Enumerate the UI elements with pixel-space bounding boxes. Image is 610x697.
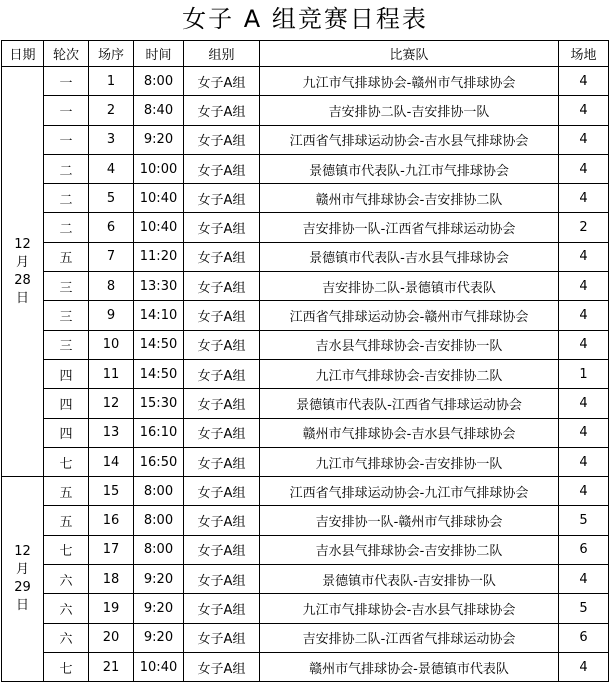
date-line: 12 bbox=[14, 236, 31, 252]
round-cell: 四 bbox=[44, 389, 89, 418]
group-cell: 女子A组 bbox=[184, 184, 260, 213]
header-round: 轮次 bbox=[44, 41, 89, 67]
schedule-body bbox=[2, 67, 609, 682]
round-cell: 六 bbox=[44, 565, 89, 594]
match-no-cell: 21 bbox=[89, 652, 134, 681]
teams-cell: 景德镇市代表队-吉安排协一队 bbox=[260, 565, 559, 594]
round-cell: 七 bbox=[44, 447, 89, 476]
schedule-table bbox=[1, 40, 609, 682]
group-cell: 女子A组 bbox=[184, 418, 260, 447]
round-cell: 六 bbox=[44, 623, 89, 652]
match-no-cell: 8 bbox=[89, 272, 134, 301]
group-cell: 女子A组 bbox=[184, 125, 260, 154]
venue-cell: 4 bbox=[559, 565, 609, 594]
teams-cell: 吉水县气排球协会-吉安排协一队 bbox=[260, 330, 559, 359]
teams-cell: 江西省气排球运动协会-赣州市气排球协会 bbox=[260, 301, 559, 330]
round-cell: 二 bbox=[44, 154, 89, 183]
match-no-cell: 6 bbox=[89, 213, 134, 242]
venue-cell: 4 bbox=[559, 67, 609, 96]
match-no-cell: 7 bbox=[89, 242, 134, 271]
table-header-row bbox=[2, 41, 609, 67]
time-cell: 15:30 bbox=[134, 389, 184, 418]
group-cell: 女子A组 bbox=[184, 301, 260, 330]
group-cell: 女子A组 bbox=[184, 359, 260, 388]
page-title: 女子 A 组竞赛日程表 bbox=[182, 5, 428, 33]
group-cell: 女子A组 bbox=[184, 594, 260, 623]
table-row bbox=[2, 125, 609, 154]
table-row bbox=[2, 535, 609, 564]
round-cell: 三 bbox=[44, 272, 89, 301]
venue-cell: 4 bbox=[559, 96, 609, 125]
time-cell: 10:40 bbox=[134, 184, 184, 213]
match-no-cell: 20 bbox=[89, 623, 134, 652]
header-date: 日期 bbox=[2, 41, 44, 67]
group-cell: 女子A组 bbox=[184, 272, 260, 301]
time-cell: 9:20 bbox=[134, 594, 184, 623]
round-cell: 一 bbox=[44, 96, 89, 125]
match-no-cell: 14 bbox=[89, 447, 134, 476]
group-cell: 女子A组 bbox=[184, 477, 260, 506]
group-cell: 女子A组 bbox=[184, 623, 260, 652]
date-line: 月 bbox=[15, 562, 29, 578]
group-cell: 女子A组 bbox=[184, 67, 260, 96]
venue-cell: 6 bbox=[559, 623, 609, 652]
table-row bbox=[2, 213, 609, 242]
group-cell: 女子A组 bbox=[184, 242, 260, 271]
time-cell: 8:00 bbox=[134, 535, 184, 564]
table-row bbox=[2, 594, 609, 623]
table-row bbox=[2, 652, 609, 681]
match-no-cell: 15 bbox=[89, 477, 134, 506]
venue-cell: 4 bbox=[559, 418, 609, 447]
teams-cell: 九江市气排球协会-吉安排协一队 bbox=[260, 447, 559, 476]
table-row bbox=[2, 418, 609, 447]
round-cell: 四 bbox=[44, 359, 89, 388]
time-cell: 9:20 bbox=[134, 125, 184, 154]
time-cell: 9:20 bbox=[134, 623, 184, 652]
teams-cell: 九江市气排球协会-吉水县气排球协会 bbox=[260, 594, 559, 623]
round-cell: 二 bbox=[44, 213, 89, 242]
header-group: 组别 bbox=[184, 41, 260, 67]
teams-cell: 景德镇市代表队-九江市气排球协会 bbox=[260, 154, 559, 183]
venue-cell: 4 bbox=[559, 652, 609, 681]
round-cell: 五 bbox=[44, 477, 89, 506]
teams-cell: 景德镇市代表队-江西省气排球运动协会 bbox=[260, 389, 559, 418]
header-match-no: 场序 bbox=[89, 41, 134, 67]
match-no-cell: 17 bbox=[89, 535, 134, 564]
venue-cell: 4 bbox=[559, 242, 609, 271]
table-row bbox=[2, 506, 609, 535]
teams-cell: 江西省气排球运动协会-九江市气排球协会 bbox=[260, 477, 559, 506]
time-cell: 14:50 bbox=[134, 330, 184, 359]
venue-cell: 4 bbox=[559, 154, 609, 183]
time-cell: 14:50 bbox=[134, 359, 184, 388]
time-cell: 11:20 bbox=[134, 242, 184, 271]
header-teams: 比赛队 bbox=[260, 41, 559, 67]
venue-cell: 4 bbox=[559, 125, 609, 154]
round-cell: 一 bbox=[44, 125, 89, 154]
time-cell: 8:40 bbox=[134, 96, 184, 125]
match-no-cell: 9 bbox=[89, 301, 134, 330]
venue-cell: 5 bbox=[559, 594, 609, 623]
match-no-cell: 4 bbox=[89, 154, 134, 183]
date-cell bbox=[2, 67, 44, 477]
group-cell: 女子A组 bbox=[184, 154, 260, 183]
time-cell: 16:10 bbox=[134, 418, 184, 447]
teams-cell: 赣州市气排球协会-吉安排协二队 bbox=[260, 184, 559, 213]
teams-cell: 赣州市气排球协会-景德镇市代表队 bbox=[260, 652, 559, 681]
teams-cell: 吉安排协一队-江西省气排球运动协会 bbox=[260, 213, 559, 242]
time-cell: 8:00 bbox=[134, 477, 184, 506]
teams-cell: 吉安排协二队-江西省气排球运动协会 bbox=[260, 623, 559, 652]
round-cell: 一 bbox=[44, 67, 89, 96]
table-row bbox=[2, 184, 609, 213]
venue-cell: 5 bbox=[559, 506, 609, 535]
teams-cell: 吉安排协二队-景德镇市代表队 bbox=[260, 272, 559, 301]
round-cell: 三 bbox=[44, 301, 89, 330]
time-cell: 9:20 bbox=[134, 565, 184, 594]
venue-cell: 6 bbox=[559, 535, 609, 564]
date-line: 日 bbox=[15, 598, 29, 614]
time-cell: 10:00 bbox=[134, 154, 184, 183]
teams-cell: 吉安排协二队-吉安排协一队 bbox=[260, 96, 559, 125]
date-line: 29 bbox=[14, 580, 31, 596]
round-cell: 七 bbox=[44, 652, 89, 681]
date-cell bbox=[2, 477, 44, 682]
match-no-cell: 10 bbox=[89, 330, 134, 359]
time-cell: 16:50 bbox=[134, 447, 184, 476]
table-row bbox=[2, 154, 609, 183]
time-cell: 13:30 bbox=[134, 272, 184, 301]
date-line: 日 bbox=[15, 290, 29, 306]
teams-cell: 赣州市气排球协会-吉水县气排球协会 bbox=[260, 418, 559, 447]
group-cell: 女子A组 bbox=[184, 389, 260, 418]
table-row bbox=[2, 623, 609, 652]
round-cell: 二 bbox=[44, 184, 89, 213]
group-cell: 女子A组 bbox=[184, 565, 260, 594]
match-no-cell: 12 bbox=[89, 389, 134, 418]
round-cell: 四 bbox=[44, 418, 89, 447]
table-row bbox=[2, 565, 609, 594]
match-no-cell: 11 bbox=[89, 359, 134, 388]
venue-cell: 2 bbox=[559, 213, 609, 242]
group-cell: 女子A组 bbox=[184, 96, 260, 125]
venue-cell: 4 bbox=[559, 184, 609, 213]
table-row bbox=[2, 330, 609, 359]
round-cell: 六 bbox=[44, 594, 89, 623]
group-cell: 女子A组 bbox=[184, 652, 260, 681]
date-line: 12 bbox=[14, 544, 31, 560]
teams-cell: 九江市气排球协会-赣州市气排球协会 bbox=[260, 67, 559, 96]
venue-cell: 4 bbox=[559, 301, 609, 330]
table-row bbox=[2, 301, 609, 330]
venue-cell: 4 bbox=[559, 447, 609, 476]
match-no-cell: 2 bbox=[89, 96, 134, 125]
table-row bbox=[2, 389, 609, 418]
round-cell: 五 bbox=[44, 242, 89, 271]
venue-cell: 4 bbox=[559, 477, 609, 506]
match-no-cell: 16 bbox=[89, 506, 134, 535]
teams-cell: 吉安排协一队-赣州市气排球协会 bbox=[260, 506, 559, 535]
round-cell: 七 bbox=[44, 535, 89, 564]
teams-cell: 吉水县气排球协会-吉安排协二队 bbox=[260, 535, 559, 564]
time-cell: 8:00 bbox=[134, 67, 184, 96]
table-row bbox=[2, 477, 609, 506]
teams-cell: 景德镇市代表队-吉水县气排球协会 bbox=[260, 242, 559, 271]
date-line: 月 bbox=[15, 254, 29, 270]
table-row bbox=[2, 359, 609, 388]
table-row bbox=[2, 272, 609, 301]
match-no-cell: 5 bbox=[89, 184, 134, 213]
time-cell: 10:40 bbox=[134, 213, 184, 242]
date-line: 28 bbox=[14, 272, 31, 288]
match-no-cell: 1 bbox=[89, 67, 134, 96]
table-row bbox=[2, 67, 609, 96]
table-row bbox=[2, 96, 609, 125]
time-cell: 10:40 bbox=[134, 652, 184, 681]
group-cell: 女子A组 bbox=[184, 330, 260, 359]
group-cell: 女子A组 bbox=[184, 447, 260, 476]
round-cell: 三 bbox=[44, 330, 89, 359]
teams-cell: 九江市气排球协会-吉安排协二队 bbox=[260, 359, 559, 388]
group-cell: 女子A组 bbox=[184, 535, 260, 564]
table-row bbox=[2, 242, 609, 271]
group-cell: 女子A组 bbox=[184, 506, 260, 535]
match-no-cell: 3 bbox=[89, 125, 134, 154]
group-cell: 女子A组 bbox=[184, 213, 260, 242]
time-cell: 14:10 bbox=[134, 301, 184, 330]
time-cell: 8:00 bbox=[134, 506, 184, 535]
teams-cell: 江西省气排球运动协会-吉水县气排球协会 bbox=[260, 125, 559, 154]
match-no-cell: 18 bbox=[89, 565, 134, 594]
header-time: 时间 bbox=[134, 41, 184, 67]
venue-cell: 1 bbox=[559, 359, 609, 388]
venue-cell: 4 bbox=[559, 272, 609, 301]
match-no-cell: 19 bbox=[89, 594, 134, 623]
round-cell: 五 bbox=[44, 506, 89, 535]
match-no-cell: 13 bbox=[89, 418, 134, 447]
table-row bbox=[2, 447, 609, 476]
venue-cell: 4 bbox=[559, 389, 609, 418]
header-venue: 场地 bbox=[559, 41, 609, 67]
venue-cell: 4 bbox=[559, 330, 609, 359]
